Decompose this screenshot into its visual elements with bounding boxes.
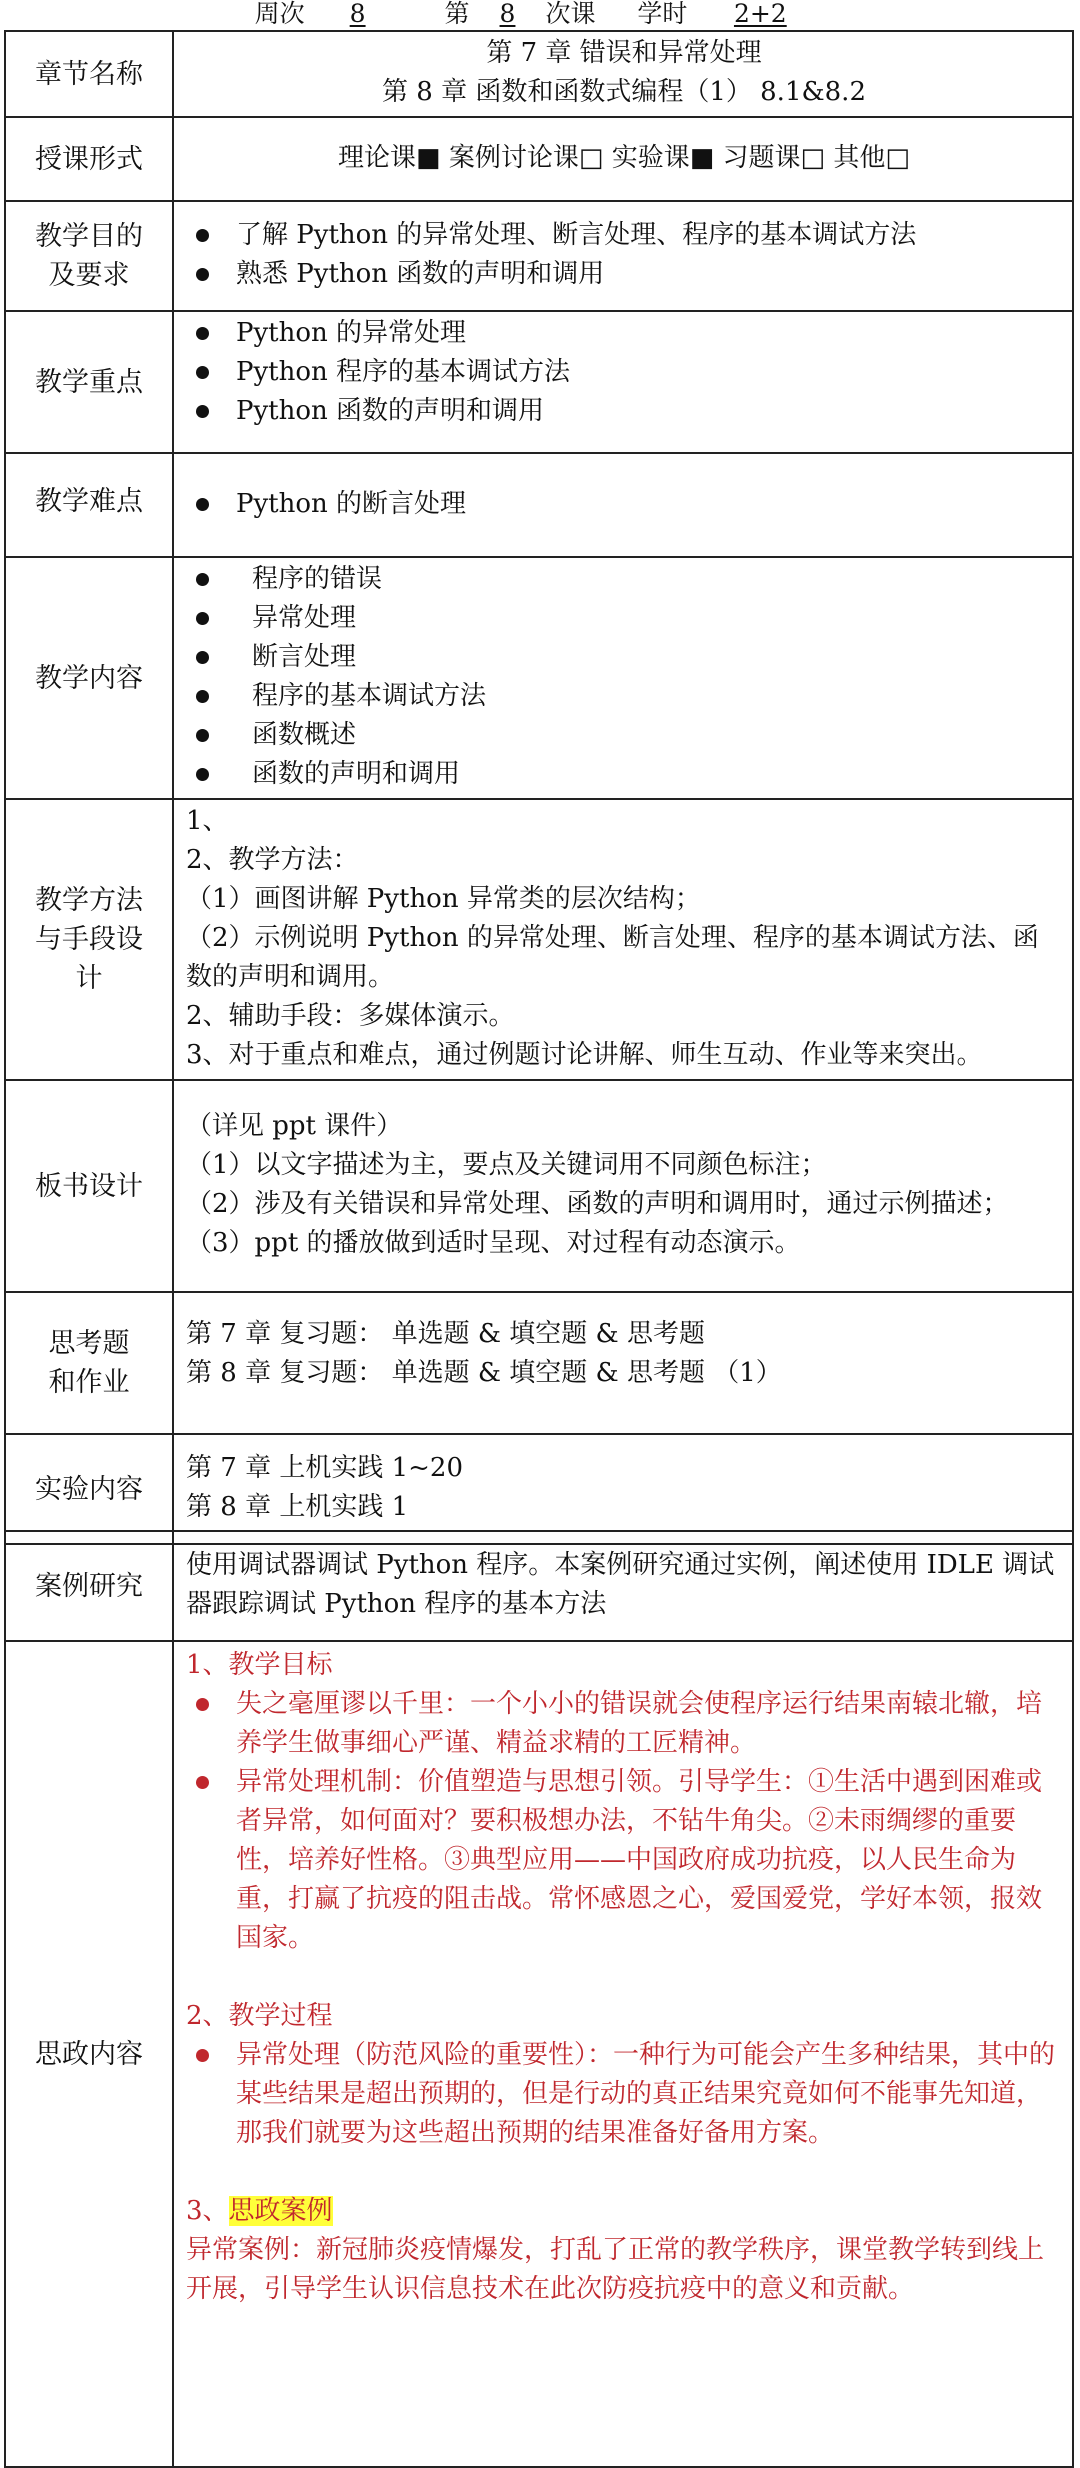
row-case (5, 1531, 1073, 1641)
ideology-label: 思政内容 (5, 1641, 173, 2467)
method-line: （1）画图讲解 Python 异常类的层次结构； (186, 884, 701, 914)
board-content (173, 1080, 1073, 1292)
key-label: 教学重点 (5, 311, 173, 453)
goal-content (173, 201, 1073, 311)
nth-label: 第 (444, 0, 470, 28)
hard-content (173, 453, 1073, 557)
week-value: 8 (349, 0, 366, 28)
ideology-goal-item: 失之毫厘谬以千里：一个小小的错误就会使程序运行结果南辕北辙，培养学生做事细心严谨、精益求精的工匠精神。 (186, 1685, 1062, 1763)
row-key (5, 311, 1073, 453)
key-item: Python 的异常处理 (186, 314, 1062, 353)
content-item: 断言处理 (186, 638, 1062, 677)
method-label-3: 计 (75, 963, 103, 994)
lesson-plan-table (4, 30, 1074, 1545)
goal-label-2: 及要求 (48, 260, 130, 291)
ideology-case-text: 异常案例：新冠肺炎疫情爆发，打乱了正常的教学秩序，课堂教学转到线上开展，引导学生认识信息技术在此次防疫抗疫中的意义和贡献。 (186, 2235, 1045, 2304)
content-item: 程序的错误 (186, 560, 1062, 599)
content-item: 函数概述 (186, 716, 1062, 755)
homework-content (173, 1292, 1073, 1434)
ideology-goal-item: 异常处理机制：价值塑造与思想引领。引导学生：①生活中遇到困难或者异常，如何面对？要积极想办法，不钻牛角尖。②未雨绸缪的重要性，培养好性格。③典型应用——中国政府成功抗疫，以人民生命为重，打赢了抗疫的阻击战。常怀感恩之心，爱国爱党，学好本领，报效国家。 (186, 1763, 1062, 1958)
method-line: 2、教学方法： (186, 845, 359, 875)
method-label-1: 教学方法 (35, 885, 143, 916)
row-form (5, 117, 1073, 201)
homework-label (5, 1292, 173, 1434)
row-chapter (5, 31, 1073, 117)
row-content (5, 557, 1073, 799)
week-label: 周次 (254, 0, 305, 28)
board-line: （详见 ppt 课件） (186, 1111, 403, 1141)
ideology-content (173, 1641, 1073, 2467)
page-header (0, 0, 1080, 30)
content-content (173, 557, 1073, 799)
lab-label: 实验内容 (5, 1434, 173, 1544)
goal-label-1: 教学目的 (35, 221, 143, 252)
ideology-process-item: 异常处理（防范风险的重要性）：一种行为可能会产生多种结果，其中的某些结果是超出预期的，但是行动的真正结果究竟如何不能事先知道，那我们就要为这些超出预期的结果准备好备用方案。 (186, 2036, 1062, 2153)
method-line: 1、 (186, 806, 229, 836)
lab-line: 第 8 章 上机实践 1 (186, 1492, 409, 1522)
homework-label-1: 思考题 (48, 1328, 130, 1359)
case-content: 使用调试器调试 Python 程序。本案例研究通过实例，阐述使用 IDLE 调试器跟踪调试 Python 程序的基本方法 (173, 1531, 1073, 1641)
goal-item: 了解 Python 的异常处理、断言处理、程序的基本调试方法 (186, 216, 1062, 255)
method-content (173, 799, 1073, 1080)
row-method (5, 799, 1073, 1080)
key-content (173, 311, 1073, 453)
method-line: 3、对于重点和难点，通过例题讨论讲解、师生互动、作业等来突出。 (186, 1040, 983, 1070)
key-item: Python 程序的基本调试方法 (186, 353, 1062, 392)
method-line: （2）示例说明 Python 的异常处理、断言处理、程序的基本调试方法、函数的声明和调用。 (186, 923, 1039, 992)
lab-line: 第 7 章 上机实践 1~20 (186, 1453, 464, 1483)
board-line: （2）涉及有关错误和异常处理、函数的声明和调用时，通过示例描述； (186, 1189, 1009, 1219)
method-line: 2、辅助手段：多媒体演示。 (186, 1001, 515, 1031)
ideology-sec1-title: 1、教学目标 (186, 1650, 333, 1680)
ideology-sec2-title: 2、教学过程 (186, 2001, 333, 2031)
chapter-label: 章节名称 (5, 31, 173, 117)
homework-line: 第 7 章 复习题： 单选题 & 填空题 & 思考题 (186, 1319, 705, 1349)
ideology-sec3-title (186, 2192, 1062, 2231)
case-label: 案例研究 (5, 1531, 173, 1641)
hard-label: 教学难点 (5, 453, 173, 557)
hard-item: Python 的断言处理 (186, 485, 1062, 524)
key-item: Python 函数的声明和调用 (186, 392, 1062, 431)
sec3-highlight: 思政案例 (228, 2196, 333, 2226)
row-lab (5, 1434, 1073, 1544)
homework-line: 第 8 章 复习题： 单选题 & 填空题 & 思考题 （1） (186, 1358, 782, 1388)
row-ideology (5, 1641, 1073, 2467)
method-label-2: 与手段设 (35, 924, 143, 955)
goal-item: 熟悉 Python 函数的声明和调用 (186, 255, 1062, 294)
row-hard (5, 453, 1073, 557)
lab-content (173, 1434, 1073, 1544)
content-item: 函数的声明和调用 (186, 755, 1062, 794)
row-board (5, 1080, 1073, 1292)
board-label: 板书设计 (5, 1080, 173, 1292)
sec3-prefix: 3、 (186, 2196, 229, 2226)
hours-label: 学时 (637, 0, 688, 28)
content-label: 教学内容 (5, 557, 173, 799)
board-line: （3）ppt 的播放做到适时呈现、对过程有动态演示。 (186, 1228, 801, 1258)
chapter-content (173, 31, 1073, 117)
homework-label-2: 和作业 (48, 1367, 130, 1398)
class-label: 次课 (545, 0, 596, 28)
chapter-line-2: 第 8 章 函数和函数式编程（1） 8.1&8.2 (382, 77, 866, 107)
content-item: 程序的基本调试方法 (186, 677, 1062, 716)
hours-value: 2+2 (733, 0, 787, 28)
row-goal (5, 201, 1073, 311)
row-homework (5, 1292, 1073, 1434)
nth-value: 8 (499, 0, 516, 28)
ideology-table (4, 1530, 1074, 2468)
form-label: 授课形式 (5, 117, 173, 201)
form-content: 理论课■ 案例讨论课□ 实验课■ 习题课□ 其他□ (173, 117, 1073, 201)
goal-label (5, 201, 173, 311)
method-label (5, 799, 173, 1080)
board-line: （1）以文字描述为主，要点及关键词用不同颜色标注； (186, 1150, 827, 1180)
content-item: 异常处理 (186, 599, 1062, 638)
chapter-line-1: 第 7 章 错误和异常处理 (486, 38, 762, 68)
